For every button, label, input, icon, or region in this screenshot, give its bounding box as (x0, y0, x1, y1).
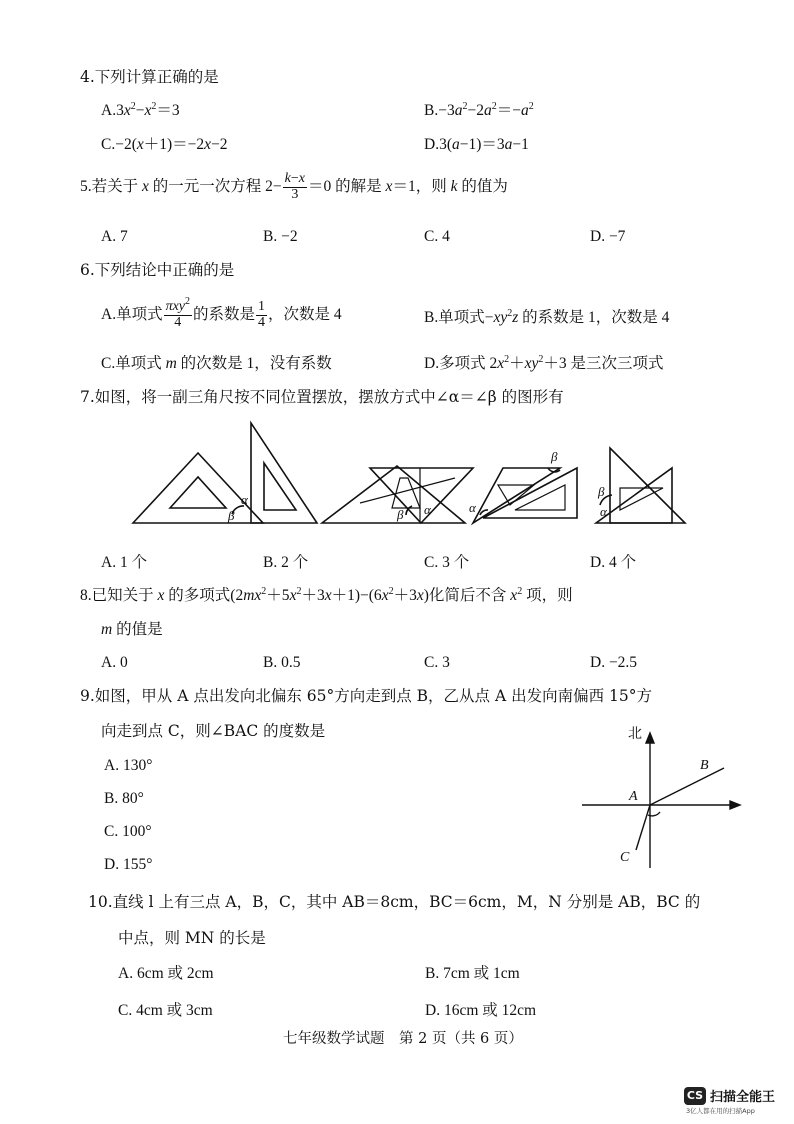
q5-option-a[interactable]: A. 7 (101, 228, 128, 245)
q7-alpha-label: α (241, 492, 248, 507)
q8-option-d[interactable]: D. −2.5 (590, 654, 638, 671)
q7-alpha-label: α (424, 502, 431, 517)
q5-stem: 5.若关于 x 的一元一次方程 2− $\frac{k-x}{3}$ ＝0 的解是 x＝1，则 k 的值为 (80, 171, 508, 202)
q9-option-a[interactable]: A. 130° (104, 757, 153, 774)
q8-text: 化简后不含 (428, 587, 507, 604)
cs-logo-icon: CS (684, 1087, 706, 1105)
q5-stem-text: 的值为 (461, 177, 508, 195)
q7-option-b[interactable]: B. 2 个 (263, 554, 309, 571)
q10-option-d[interactable]: D. 16cm 或 12cm (425, 1002, 537, 1019)
q6-option-b[interactable]: B.单项式$-xy^2z$ 的系数是 1，次数是 4 (424, 308, 670, 326)
q5-stem-text: 的一元一次方程 (152, 177, 262, 195)
q6-fraction-monomial: $\frac{\pi xy^2}{4}$ (165, 296, 191, 330)
q10-option-c[interactable]: C. 4cm 或 3cm (118, 1002, 213, 1019)
q6-stem: 6.下列结论中正确的是 (80, 261, 235, 279)
option-label: B. (424, 102, 439, 119)
q10-stem-line2: 中点，则 MN 的长是 (118, 929, 266, 947)
scanner-watermark (684, 1086, 775, 1105)
q8-text: 项，则 (526, 587, 573, 604)
q10-stem-line1: 10.直线 l 上有三点 A，B，C，其中 AB＝8cm，BC＝6cm，M，N 分别是 AB，BC 的 (88, 893, 701, 911)
q9-north-label: 北 (628, 726, 642, 742)
option-label: C. (101, 136, 116, 153)
q9-option-d[interactable]: D. 155° (104, 856, 153, 873)
q7-option-a[interactable]: A. 1 个 (101, 554, 148, 571)
q7-beta-label: β (228, 508, 235, 523)
q7-beta-label: β (397, 507, 404, 522)
q6-text: B.单项式 (424, 309, 485, 326)
q7-stem: 7.如图，将一副三角尺按不同位置摆放，摆放方式中∠α＝∠β 的图形有 (80, 388, 564, 406)
q8-text: 的多项式 (168, 587, 231, 604)
q9-option-c[interactable]: C. 100° (104, 823, 152, 840)
q4-option-a[interactable]: $A.3x^2-x^2=3$ (101, 101, 180, 119)
q5-stem-text: 的解是 (335, 177, 382, 195)
q9-stem-line1: 9.如图，甲从 A 点出发向北偏东 65°方向走到点 B，乙从点 A 出发向南偏西 15°方 (80, 687, 653, 705)
q9-point-b: B (700, 758, 709, 773)
scanner-app-name: 扫描全能王 (710, 1090, 776, 1105)
q6-text: 的系数是 1，次数是 4 (522, 309, 670, 326)
q4-option-d[interactable]: D.3(a−1)＝3a−1 (424, 136, 529, 153)
q5-option-b[interactable]: B. −2 (263, 228, 298, 245)
q10-option-b[interactable]: B. 7cm 或 1cm (425, 965, 520, 982)
q5-option-d[interactable]: D. −7 (590, 228, 626, 245)
q8-option-a[interactable]: A. 0 (101, 654, 128, 671)
q5-stem-text: 5.若关于 (80, 177, 139, 195)
q10-option-a[interactable]: A. 6cm 或 2cm (118, 965, 214, 982)
q6-text: C.单项式 (101, 355, 162, 372)
q8-text: 8.已知关于 (80, 587, 154, 604)
q8-stem-line1: 8.已知关于 x 的多项式$(2mx^2+5x^2+3x+1)-(6x^2+3x)$化简后不含 $x^2$ 项，则 (80, 586, 573, 604)
option-label: D. (424, 136, 440, 153)
q6-text: 的系数是 (193, 305, 256, 323)
q7-beta-label: β (551, 449, 558, 464)
q6-text: D.多项式 (424, 355, 486, 372)
q7-alpha-label: α (469, 500, 476, 515)
q5-stem-text: ，则 (415, 177, 447, 195)
q9-option-b[interactable]: B. 80° (104, 790, 144, 807)
q6-fraction-quarter: $\frac{1}{4}$ (258, 299, 266, 330)
q8-option-c[interactable]: C. 3 (424, 654, 450, 671)
page-footer: 七年级数学试题 第 2 页（共 6 页） (283, 1031, 523, 1047)
q4-option-c[interactable]: C.−2(x＋1)＝−2x−2 (101, 136, 228, 153)
q9-point-c: C (620, 850, 630, 865)
q6-option-c[interactable]: C.单项式 m 的次数是 1，没有系数 (101, 355, 332, 372)
q5-option-c[interactable]: C. 4 (424, 228, 450, 245)
q4-stem: 4.下列计算正确的是 (80, 68, 219, 86)
q6-text: A.单项式 (101, 305, 163, 323)
q5-fraction: $\frac{k-x}{3}$ (284, 171, 306, 202)
q8-stem-line2: m 的值是 (101, 621, 163, 638)
q7-beta-label: β (598, 484, 605, 499)
q8-option-b[interactable]: B. 0.5 (263, 654, 301, 671)
q6-text: ，次数是 4 (268, 305, 342, 323)
scanner-tagline: 3亿人都在用的扫描App (686, 1107, 755, 1115)
q8-text: 的值是 (116, 621, 163, 638)
q7-alpha-label: α (600, 504, 607, 519)
q7-option-d[interactable]: D. 4 个 (590, 554, 637, 571)
option-label: A. (101, 102, 117, 119)
q6-text: 是三次三项式 (570, 355, 664, 372)
q6-text: 的次数是 1，没有系数 (180, 355, 332, 372)
q6-option-d[interactable]: D.多项式 $2x^2+xy^2+3$ 是三次三项式 (424, 354, 664, 372)
q9-stem-line2: 向走到点 C，则∠BAC 的度数是 (101, 722, 326, 740)
q4-option-b[interactable]: $B.-3a^2-2a^2=-a^2$ (424, 101, 534, 119)
q9-point-a: A (629, 789, 638, 804)
q7-option-c[interactable]: C. 3 个 (424, 554, 470, 571)
